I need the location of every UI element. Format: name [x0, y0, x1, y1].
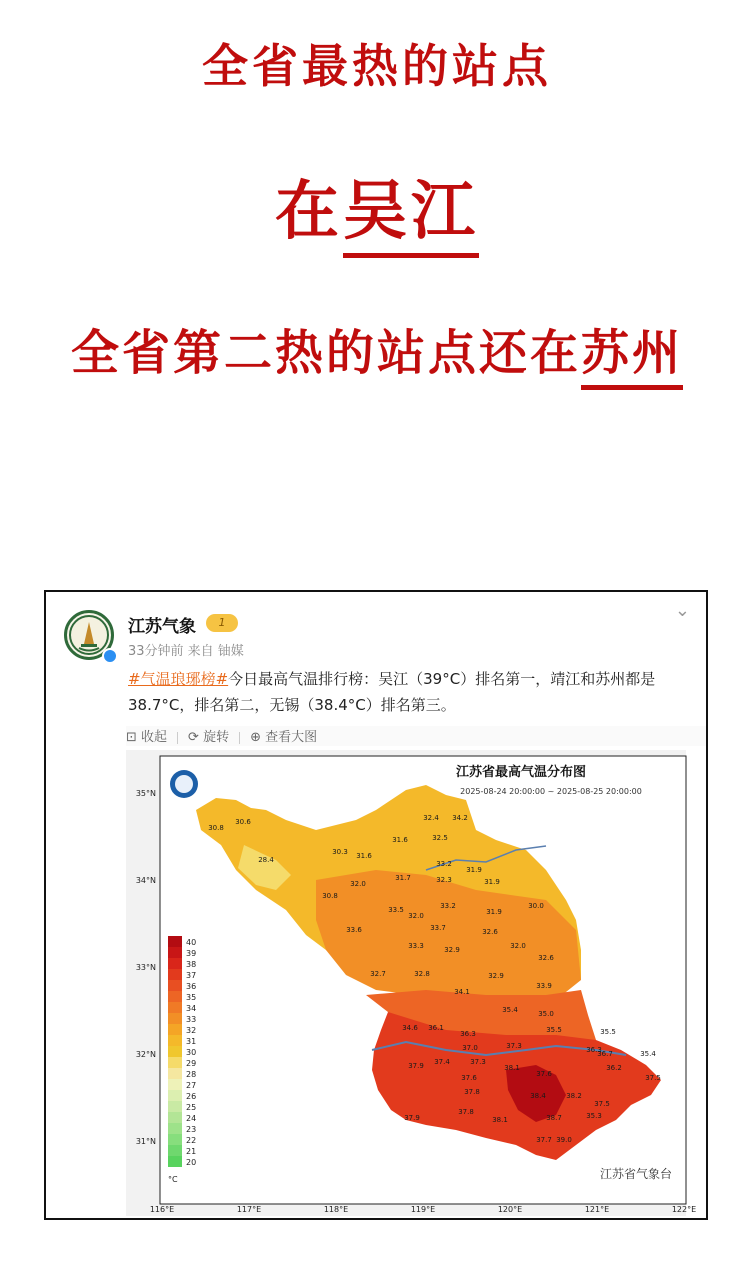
legend-unit: °C: [168, 1175, 178, 1184]
longitude-labels: [150, 1205, 696, 1214]
station-value: 37.8: [464, 1088, 480, 1096]
legend-swatch: [168, 1090, 182, 1101]
station-value: 37.9: [408, 1062, 424, 1070]
map-subtitle: 2025-08-24 20:00:00 ~ 2025-08-25 20:00:00: [460, 787, 642, 796]
station-value: 37.8: [458, 1108, 474, 1116]
legend-label: 21: [186, 1147, 197, 1156]
collapse-label: 收起: [141, 730, 168, 745]
legend-swatch: [168, 1046, 182, 1057]
station-value: 31.9: [466, 866, 482, 874]
station-value: 33.2: [436, 860, 452, 868]
toolbar-divider: [239, 732, 240, 744]
station-value: 32.0: [408, 912, 424, 920]
view-large-label: 查看大图: [265, 730, 318, 745]
station-value: 32.3: [436, 876, 452, 884]
headline-wujiang-prefix: 在: [275, 175, 343, 249]
station-value: 36.3: [460, 1030, 476, 1038]
legend-label: 34: [186, 1004, 197, 1013]
station-value: 32.8: [414, 970, 430, 978]
lon-label: 118°E: [323, 1205, 349, 1214]
headline-wujiang-highlight: 吴江: [343, 175, 479, 258]
legend-swatch: [168, 1035, 182, 1046]
station-value: 33.7: [430, 924, 446, 932]
lon-label: 120°E: [497, 1205, 523, 1214]
station-value: 30.8: [322, 892, 338, 900]
station-value: 33.3: [408, 942, 424, 950]
legend-label: 23: [186, 1125, 197, 1134]
station-value: 32.6: [482, 928, 498, 936]
legend-label: 31: [186, 1037, 197, 1046]
legend-swatch: [168, 969, 182, 980]
username[interactable]: 江苏气象: [128, 617, 196, 637]
legend-swatch: [168, 991, 182, 1002]
station-value: 37.7: [536, 1136, 552, 1144]
station-value: 36.7: [597, 1050, 613, 1058]
station-value: 35.3: [586, 1112, 602, 1120]
post-meta: 33分钟前 来自 铀媒: [128, 644, 244, 659]
station-value: 34.1: [454, 988, 470, 996]
legend-swatch: [168, 1156, 182, 1167]
station-value: 32.5: [432, 834, 448, 842]
lat-label: 31°N: [135, 1137, 156, 1146]
station-value: 37.6: [536, 1070, 552, 1078]
legend-label: 26: [186, 1092, 197, 1101]
legend-swatch: [168, 1013, 182, 1024]
legend-label: 37: [186, 971, 197, 980]
lat-label: 35°N: [135, 789, 156, 798]
station-value: 38.4: [530, 1092, 546, 1100]
headline-wujiang: [0, 160, 754, 252]
station-value: 37.0: [462, 1044, 478, 1052]
station-value: 37.4: [434, 1058, 450, 1066]
post-image[interactable]: [126, 750, 697, 1216]
rotate-label: 旋转: [203, 730, 230, 745]
station-value: 32.0: [350, 880, 366, 888]
station-value: 38.1: [492, 1116, 508, 1124]
station-value: 32.9: [488, 972, 504, 980]
legend-label: 35: [186, 993, 197, 1002]
station-value: 37.9: [404, 1114, 420, 1122]
temperature-map: [126, 750, 697, 1216]
station-value: 34.6: [402, 1024, 418, 1032]
legend-swatch: [168, 1112, 182, 1123]
vip-badge-icon[interactable]: 1: [206, 614, 238, 632]
station-value: 39.0: [556, 1136, 572, 1144]
toolbar-divider: [177, 732, 178, 744]
station-value: 32.7: [370, 970, 386, 978]
headline-hottest: 全省最热的站点: [202, 39, 552, 93]
map-title: 江苏省最高气温分布图: [455, 765, 587, 780]
rotate-button[interactable]: ⟳ 旋转: [188, 730, 230, 745]
legend-label: 27: [186, 1081, 197, 1090]
legend-label: 36: [186, 982, 197, 991]
station-value: 35.0: [538, 1010, 554, 1018]
station-value: 30.8: [208, 824, 224, 832]
observatory-logo-inner: [175, 775, 193, 793]
legend-label: 20: [186, 1158, 197, 1167]
lat-label: 32°N: [135, 1050, 156, 1059]
legend-swatch: [168, 1079, 182, 1090]
legend-swatch: [168, 1145, 182, 1156]
image-toolbar: [126, 726, 706, 746]
legend-swatch: [168, 1068, 182, 1079]
station-value: 32.4: [423, 814, 439, 822]
station-value: 32.6: [538, 954, 554, 962]
lat-label: 34°N: [135, 876, 156, 885]
station-value: 38.1: [504, 1064, 520, 1072]
station-value: 35.5: [546, 1026, 562, 1034]
legend-label: 38: [186, 960, 197, 969]
legend-label: 33: [186, 1015, 197, 1024]
legend-label: 29: [186, 1059, 197, 1068]
station-value: 34.2: [452, 814, 468, 822]
station-value: 36.3: [586, 1046, 602, 1054]
station-value: 36.1: [428, 1024, 444, 1032]
legend-swatch: [168, 1057, 182, 1068]
legend-swatch: [168, 936, 182, 947]
lat-label: 33°N: [135, 963, 156, 972]
station-value: 37.6: [461, 1074, 477, 1082]
legend-label: 40: [186, 938, 197, 947]
station-value: 28.4: [258, 856, 274, 864]
station-value: 33.9: [536, 982, 552, 990]
station-value: 31.9: [484, 878, 500, 886]
legend-swatch: [168, 1024, 182, 1035]
station-value: 37.3: [470, 1058, 486, 1066]
station-value: 32.9: [444, 946, 460, 954]
legend-label: 25: [186, 1103, 197, 1112]
map-credit: 江苏省气象台: [599, 1167, 673, 1181]
station-value: 37.5: [594, 1100, 610, 1108]
hashtag-link[interactable]: #气温琅琊榜#: [128, 670, 229, 688]
post-text: [128, 666, 688, 718]
legend-label: 32: [186, 1026, 197, 1035]
legend-swatch: [168, 1123, 182, 1134]
station-value: 33.5: [388, 906, 404, 914]
lon-label: 121°E: [584, 1205, 610, 1214]
station-value: 35.4: [502, 1006, 518, 1014]
lon-label: 122°E: [671, 1205, 697, 1214]
legend-swatch: [168, 980, 182, 991]
station-value: 32.0: [510, 942, 526, 950]
legend-label: 30: [186, 1048, 197, 1057]
weibo-post-card: [44, 590, 708, 1220]
headline-second-prefix: 全省第二热的站点还在: [70, 325, 581, 381]
station-value: 31.9: [486, 908, 502, 916]
legend-swatch: [168, 947, 182, 958]
legend-label: 24: [186, 1114, 197, 1123]
legend-label: 39: [186, 949, 197, 958]
legend-swatch: [168, 1002, 182, 1013]
station-value: 37.3: [506, 1042, 522, 1050]
post-body: 今日最高气温排行榜：吴江（39°C）排名第一，靖江和苏州都是38.7°C，排名第二，无锡（38.4°C）排名第三。: [128, 670, 656, 714]
station-value: 30.0: [528, 902, 544, 910]
station-value: 38.7: [546, 1114, 562, 1122]
lon-label: 117°E: [236, 1205, 262, 1214]
collapse-button[interactable]: ⊡ 收起: [126, 730, 168, 745]
headline-second-highlight: 苏州: [581, 325, 683, 390]
station-value: 35.5: [600, 1028, 616, 1036]
station-value: 35.4: [640, 1050, 656, 1058]
lon-label: 116°E: [149, 1205, 175, 1214]
station-value: 30.6: [235, 818, 251, 826]
legend-label: 28: [186, 1070, 197, 1079]
latitude-labels: [136, 789, 156, 1146]
lon-label: 119°E: [410, 1205, 436, 1214]
station-value: 36.2: [606, 1064, 622, 1072]
legend-swatch: [168, 1134, 182, 1145]
verified-icon: [102, 648, 118, 664]
headline-second-suzhou: [0, 314, 754, 383]
legend-label: 22: [186, 1136, 197, 1145]
station-value: 37.5: [645, 1074, 661, 1082]
chevron-down-icon[interactable]: ⌄: [674, 600, 690, 621]
station-value: 31.6: [392, 836, 408, 844]
view-large-button[interactable]: ⊕ 查看大图: [250, 730, 318, 745]
legend-swatch: [168, 1101, 182, 1112]
station-value: 33.2: [440, 902, 456, 910]
station-value: 31.6: [356, 852, 372, 860]
station-value: 33.6: [346, 926, 362, 934]
legend-swatch: [168, 958, 182, 969]
station-value: 30.3: [332, 848, 348, 856]
station-value: 38.2: [566, 1092, 582, 1100]
station-value: 31.7: [395, 874, 411, 882]
